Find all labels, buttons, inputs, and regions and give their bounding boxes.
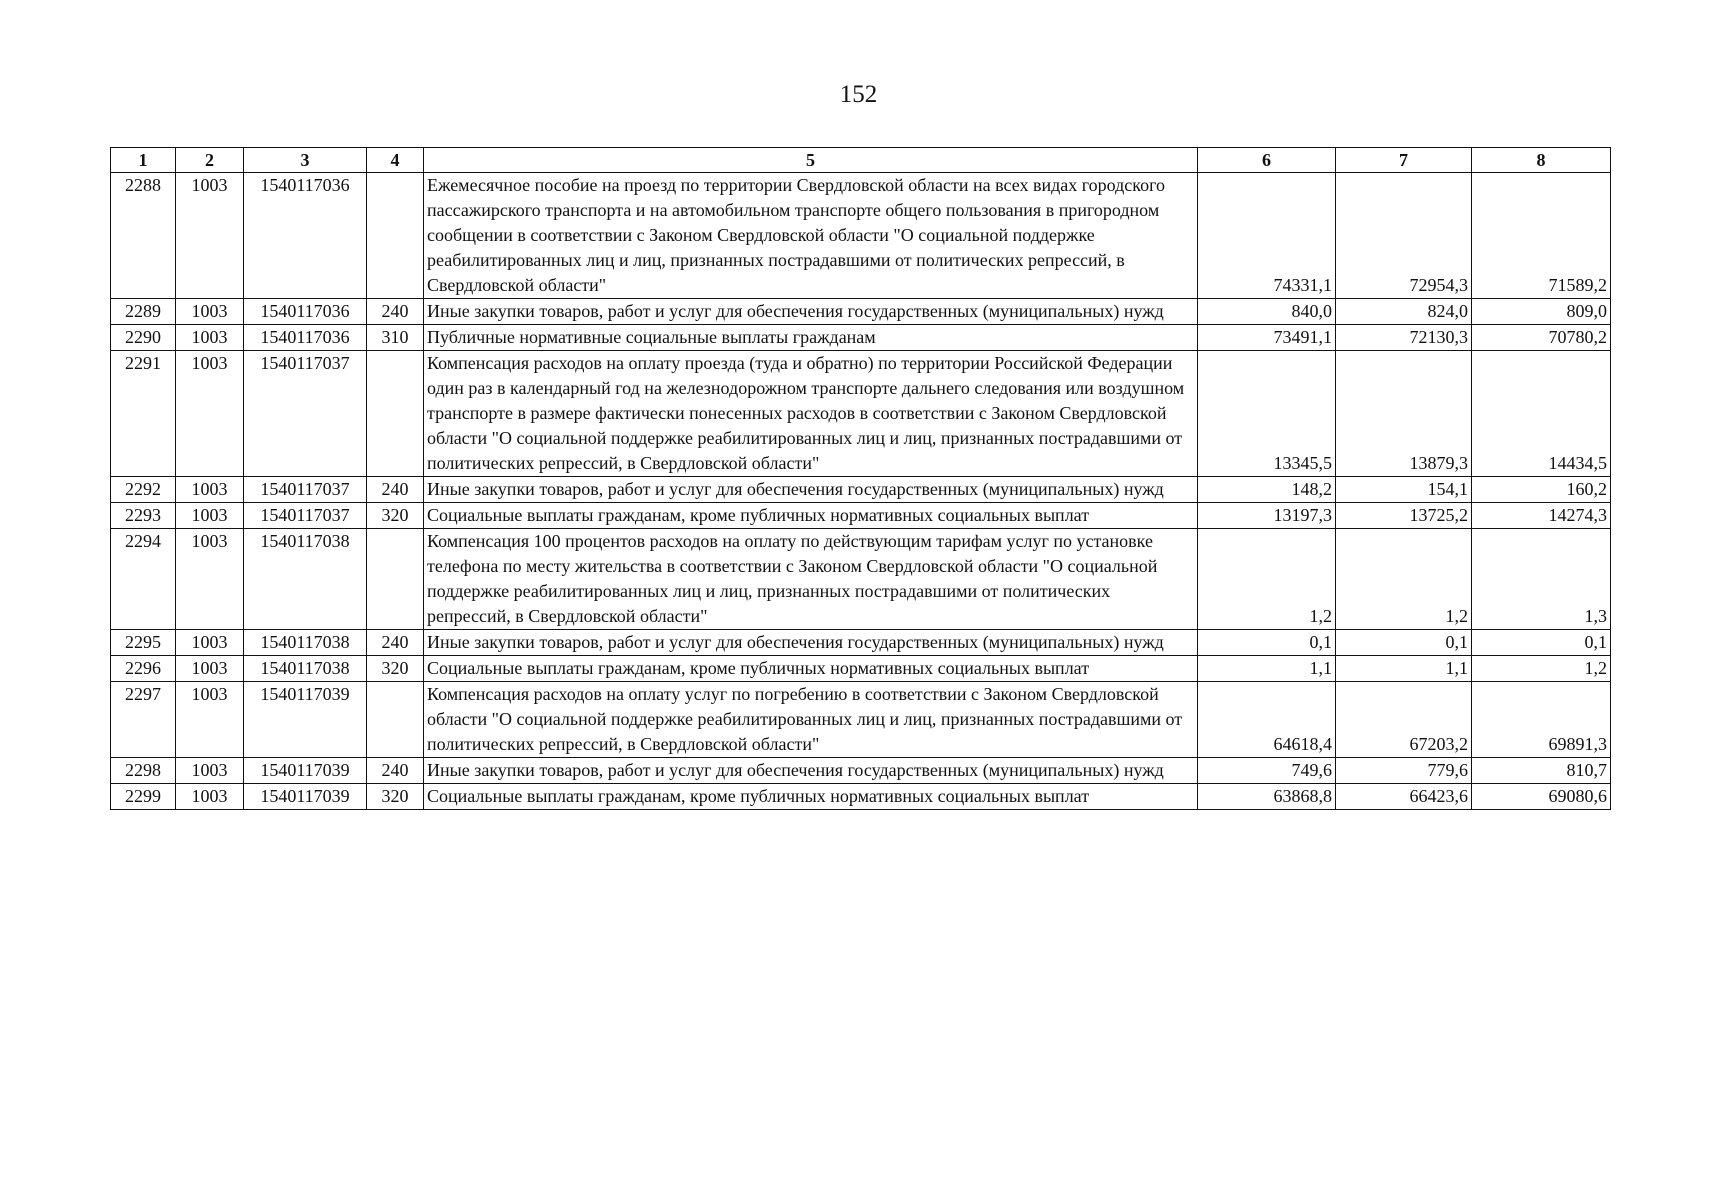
table-row <box>111 477 1611 503</box>
amount-cell-col8: 0,1 <box>1472 630 1611 656</box>
amount-cell-col6: 1,2 <box>1198 529 1336 630</box>
expense-type-cell: 320 <box>367 656 424 682</box>
description-cell: Социальные выплаты гражданам, кроме публичных нормативных социальных выплат <box>424 656 1198 682</box>
amount-cell-col8: 1,3 <box>1472 529 1611 630</box>
section-code-cell: 1003 <box>176 758 244 784</box>
table-row <box>111 325 1611 351</box>
amount-cell-col7: 0,1 <box>1336 630 1472 656</box>
description-cell: Иные закупки товаров, работ и услуг для обеспечения государственных (муниципальных) нужд <box>424 630 1198 656</box>
target-article-cell: 1540117037 <box>244 477 367 503</box>
section-code-cell: 1003 <box>176 299 244 325</box>
section-code-cell: 1003 <box>176 529 244 630</box>
row-number-cell: 2292 <box>111 477 176 503</box>
section-code-cell: 1003 <box>176 656 244 682</box>
expense-type-cell <box>367 351 424 477</box>
expense-type-cell: 240 <box>367 758 424 784</box>
amount-cell-col7: 72954,3 <box>1336 173 1472 299</box>
amount-cell-col7: 66423,6 <box>1336 784 1472 810</box>
target-article-cell: 1540117038 <box>244 656 367 682</box>
target-article-cell: 1540117036 <box>244 299 367 325</box>
target-article-cell: 1540117036 <box>244 173 367 299</box>
section-code-cell: 1003 <box>176 173 244 299</box>
amount-cell-col8: 14434,5 <box>1472 351 1611 477</box>
row-number-cell: 2296 <box>111 656 176 682</box>
table-row <box>111 784 1611 810</box>
target-article-cell: 1540117037 <box>244 351 367 477</box>
description-cell: Публичные нормативные социальные выплаты гражданам <box>424 325 1198 351</box>
expense-type-cell <box>367 682 424 758</box>
row-number-cell: 2293 <box>111 503 176 529</box>
row-number-cell: 2290 <box>111 325 176 351</box>
column-header: 8 <box>1472 148 1611 173</box>
row-number-cell: 2295 <box>111 630 176 656</box>
header-row <box>111 148 1611 173</box>
amount-cell-col6: 74331,1 <box>1198 173 1336 299</box>
amount-cell-col6: 1,1 <box>1198 656 1336 682</box>
amount-cell-col7: 13879,3 <box>1336 351 1472 477</box>
target-article-cell: 1540117037 <box>244 503 367 529</box>
table-row <box>111 682 1611 758</box>
section-code-cell: 1003 <box>176 351 244 477</box>
target-article-cell: 1540117039 <box>244 758 367 784</box>
expense-type-cell: 240 <box>367 477 424 503</box>
row-number-cell: 2291 <box>111 351 176 477</box>
description-cell: Иные закупки товаров, работ и услуг для обеспечения государственных (муниципальных) нужд <box>424 477 1198 503</box>
table-header <box>111 148 1611 173</box>
section-code-cell: 1003 <box>176 784 244 810</box>
amount-cell-col6: 840,0 <box>1198 299 1336 325</box>
description-cell: Ежемесячное пособие на проезд по территории Свердловской области на всех видах городского пассажирского транспорта и на автомобильном транспорте общего пользования в пригородном сообщении в соответствии с Законом Свердловской области "О социальной поддержке реабилитированных лиц и лиц, признанных пострадавшими от политических репрессий, в Свердловской области" <box>424 173 1198 299</box>
amount-cell-col7: 824,0 <box>1336 299 1472 325</box>
description-cell: Компенсация расходов на оплату услуг по погребению в соответствии с Законом Свердловской области "О социальной поддержке реабилитированных лиц и лиц, признанных пострадавшими от политических репрессий, в Свердловской области" <box>424 682 1198 758</box>
column-header: 4 <box>367 148 424 173</box>
table-row <box>111 656 1611 682</box>
amount-cell-col7: 72130,3 <box>1336 325 1472 351</box>
amount-cell-col8: 69891,3 <box>1472 682 1611 758</box>
amount-cell-col7: 779,6 <box>1336 758 1472 784</box>
amount-cell-col7: 13725,2 <box>1336 503 1472 529</box>
row-number-cell: 2294 <box>111 529 176 630</box>
column-header: 2 <box>176 148 244 173</box>
expense-type-cell: 310 <box>367 325 424 351</box>
amount-cell-col8: 810,7 <box>1472 758 1611 784</box>
column-header: 3 <box>244 148 367 173</box>
expense-type-cell <box>367 173 424 299</box>
table-body <box>111 173 1611 810</box>
description-cell: Социальные выплаты гражданам, кроме публичных нормативных социальных выплат <box>424 503 1198 529</box>
table-row <box>111 299 1611 325</box>
target-article-cell: 1540117038 <box>244 630 367 656</box>
section-code-cell: 1003 <box>176 503 244 529</box>
row-number-cell: 2288 <box>111 173 176 299</box>
column-header: 5 <box>424 148 1198 173</box>
section-code-cell: 1003 <box>176 682 244 758</box>
expense-type-cell <box>367 529 424 630</box>
section-code-cell: 1003 <box>176 477 244 503</box>
amount-cell-col8: 809,0 <box>1472 299 1611 325</box>
amount-cell-col6: 749,6 <box>1198 758 1336 784</box>
amount-cell-col8: 14274,3 <box>1472 503 1611 529</box>
amount-cell-col6: 73491,1 <box>1198 325 1336 351</box>
amount-cell-col8: 70780,2 <box>1472 325 1611 351</box>
description-cell: Социальные выплаты гражданам, кроме публичных нормативных социальных выплат <box>424 784 1198 810</box>
target-article-cell: 1540117039 <box>244 682 367 758</box>
amount-cell-col7: 1,2 <box>1336 529 1472 630</box>
budget-table <box>110 147 1611 810</box>
column-header: 7 <box>1336 148 1472 173</box>
column-header: 1 <box>111 148 176 173</box>
description-cell: Компенсация 100 процентов расходов на оплату по действующим тарифам услуг по установке телефона по месту жительства в соответствии с Законом Свердловской области "О социальной поддержке реабилитированных лиц и лиц, признанных пострадавшими от политических репрессий, в Свердловской области" <box>424 529 1198 630</box>
section-code-cell: 1003 <box>176 630 244 656</box>
amount-cell-col8: 69080,6 <box>1472 784 1611 810</box>
expense-type-cell: 320 <box>367 784 424 810</box>
amount-cell-col6: 13197,3 <box>1198 503 1336 529</box>
row-number-cell: 2298 <box>111 758 176 784</box>
amount-cell-col7: 1,1 <box>1336 656 1472 682</box>
amount-cell-col6: 63868,8 <box>1198 784 1336 810</box>
table-row <box>111 503 1611 529</box>
row-number-cell: 2297 <box>111 682 176 758</box>
target-article-cell: 1540117039 <box>244 784 367 810</box>
column-header: 6 <box>1198 148 1336 173</box>
expense-type-cell: 240 <box>367 630 424 656</box>
amount-cell-col6: 148,2 <box>1198 477 1336 503</box>
amount-cell-col7: 154,1 <box>1336 477 1472 503</box>
amount-cell-col8: 1,2 <box>1472 656 1611 682</box>
row-number-cell: 2289 <box>111 299 176 325</box>
expense-type-cell: 320 <box>367 503 424 529</box>
table-row <box>111 529 1611 630</box>
description-cell: Компенсация расходов на оплату проезда (туда и обратно) по территории Российской Федерации один раз в календарный год на железнодорожном транспорте дальнего следования или воздушном транспорте в размере фактически понесенных расходов в соответствии с Законом Свердловской области "О социальной поддержке реабилитированных лиц и лиц, признанных пострадавшими от политических репрессий, в Свердловской области" <box>424 351 1198 477</box>
amount-cell-col6: 0,1 <box>1198 630 1336 656</box>
page-number: 152 <box>839 81 878 108</box>
amount-cell-col8: 160,2 <box>1472 477 1611 503</box>
row-number-cell: 2299 <box>111 784 176 810</box>
amount-cell-col8: 71589,2 <box>1472 173 1611 299</box>
target-article-cell: 1540117038 <box>244 529 367 630</box>
target-article-cell: 1540117036 <box>244 325 367 351</box>
section-code-cell: 1003 <box>176 325 244 351</box>
description-cell: Иные закупки товаров, работ и услуг для обеспечения государственных (муниципальных) нужд <box>424 758 1198 784</box>
amount-cell-col6: 64618,4 <box>1198 682 1336 758</box>
table-row <box>111 758 1611 784</box>
table-row <box>111 630 1611 656</box>
table-row <box>111 173 1611 299</box>
description-cell: Иные закупки товаров, работ и услуг для обеспечения государственных (муниципальных) нужд <box>424 299 1198 325</box>
amount-cell-col6: 13345,5 <box>1198 351 1336 477</box>
amount-cell-col7: 67203,2 <box>1336 682 1472 758</box>
expense-type-cell: 240 <box>367 299 424 325</box>
table-row <box>111 351 1611 477</box>
